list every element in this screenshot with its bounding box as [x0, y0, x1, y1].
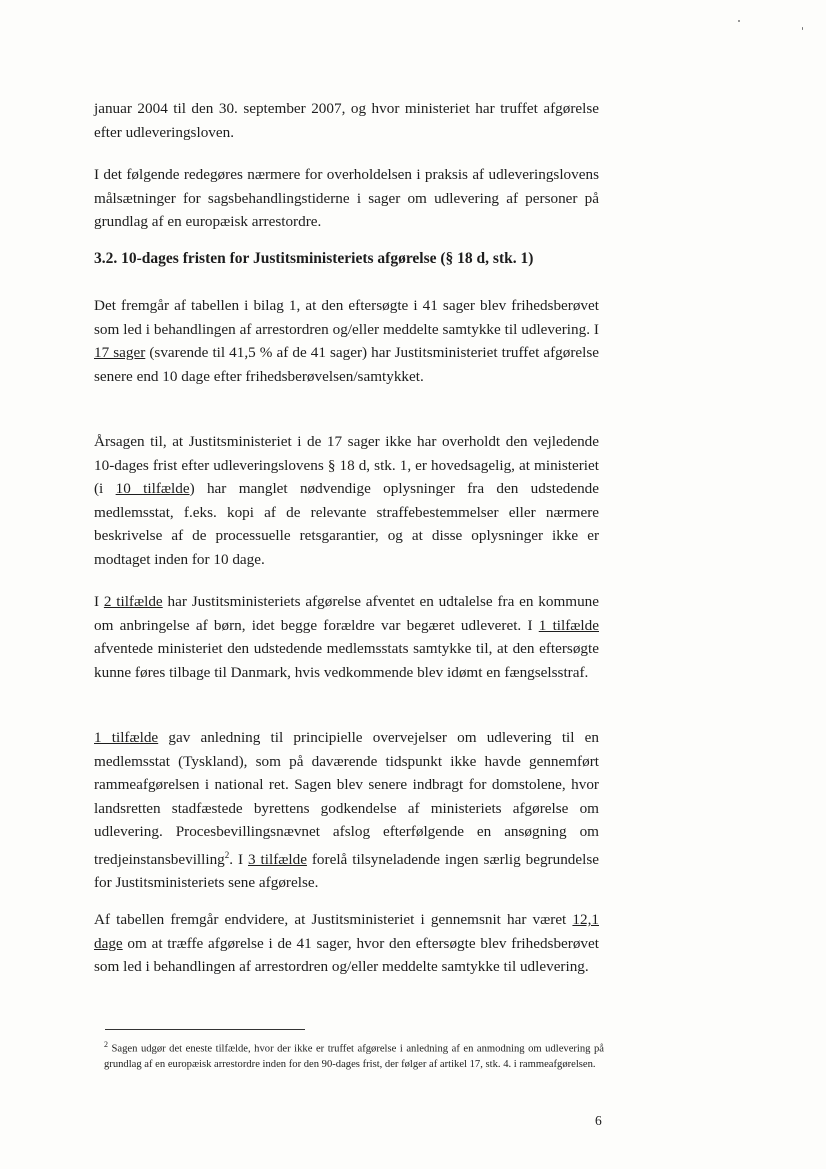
paragraph-6 [94, 908, 599, 979]
footnote-ref: 2 [224, 849, 230, 860]
intro-paragraph: januar 2004 til den 30. september 2007, og hvor ministeriet har truffet afgørelse efter udleveringsloven. [94, 100, 599, 141]
underlined-count: 1 tilfælde [94, 729, 159, 746]
text-run: Det fremgår af tabellen i bilag 1, at den eftersøgte i 41 sager blev frihedsberøvet som led i behandlingen af arrestordren og/eller meddelte samtykke til udlevering. I [94, 297, 599, 338]
footnote-number: 2 [104, 1040, 108, 1049]
underlined-count: 2 tilfælde [103, 593, 163, 610]
footnote-divider [105, 1029, 305, 1030]
text-run: gav anledning til principielle overvejelser om udlevering til en medlemsstat (Tyskland), som på daværende tidspunkt ikke havde gennemført rammeafgørelsen i national ret. Sagen blev senere indbragt for domstolene, hvor landsretten stadfæstede byrettens godkendelse af ministeriets afgørelse om udlevering. Procesbevillingsnævnet afslog efterfølgende en ansøgning om tredjeinstansbevilling [94, 729, 599, 868]
footnote [104, 1037, 604, 1073]
paragraph-1: I det følgende redegøres nærmere for overholdelsen i praksis af udleveringslovens målsætninger for sagsbehandlingstiderne i sager om udlevering af personer på grundlag af en europæisk arrestordre. [94, 166, 599, 230]
scan-speck [802, 27, 803, 30]
text-run: har Justitsministeriets afgørelse afventet en udtalelse fra en kommune om anbringelse af børn, idet begge forældre var begæret udleveret. I [94, 593, 599, 634]
text-run: om at træffe afgørelse i de 41 sager, hvor den eftersøgte blev frihedsberøvet som led i behandlingen af arrestordren og/eller meddelte samtykke til udlevering. [94, 934, 599, 975]
underlined-count: 3 tilfælde [248, 850, 307, 868]
underlined-count: 1 tilfælde [538, 616, 599, 634]
scan-speck [738, 20, 740, 22]
footnote-text: Sagen udgør det eneste tilfælde, hvor der ikke er truffet afgørelse i anledning af en anmodning om udlevering på grundlag af en europæisk arrestordre inden for den 90-dages frist, der følger af artikel 17, stk. 4. i rammeafgørelsen. [104, 1043, 604, 1071]
text-run: Af tabellen fremgår endvidere, at Justitsministeriet i gennemsnit har været [94, 911, 573, 928]
underlined-count: 12,1 dage [94, 911, 599, 952]
paragraph-5 [94, 726, 599, 895]
underlined-count: 17 sager [94, 344, 146, 361]
text-run: . I [229, 850, 248, 868]
text-run: (svarende til 41,5 % af de 41 sager) har Justitsministeriet truffet afgørelse senere end 10 dage efter frihedsberøvelsen/samtykket. [94, 344, 600, 385]
page-number: 6 [595, 1113, 602, 1128]
text-run: Årsagen til, at Justitsministeriet i de 17 sager ikke har overholdt den vejledende 10-dages frist efter udleveringslovens § 18 d, stk. 1, er hovedsagelig, at ministeriet (i [94, 433, 599, 497]
paragraph-4 [94, 590, 599, 684]
underlined-count: 10 tilfælde [115, 480, 190, 497]
text-run: afventede ministeriet den udstedende medlemsstats samtykke til, at den eftersøgte kunne føres tilbage til Danmark, hvis vedkommende blev idømt en fængselsstraf. [94, 640, 599, 681]
paragraph-3 [94, 430, 599, 571]
text-run: I [94, 593, 104, 610]
text-run: ) har manglet nødvendige oplysninger fra den udstedende medlemsstat, f.eks. kopi af de relevante straffebestemmelser eller nærmere beskrivelse af de processuelle retsgarantier, og at disse oplysninger ikke er modtaget inden for 10 dage. [94, 480, 600, 568]
paragraph-2 [94, 294, 599, 388]
text-run: forelå tilsyneladende ingen særlig begrundelse for Justitsministeriets sene afgørelse. [94, 850, 599, 892]
section-heading: 3.2. 10-dages fristen for Justitsministeriets afgørelse (§ 18 d, stk. 1) [94, 250, 534, 267]
